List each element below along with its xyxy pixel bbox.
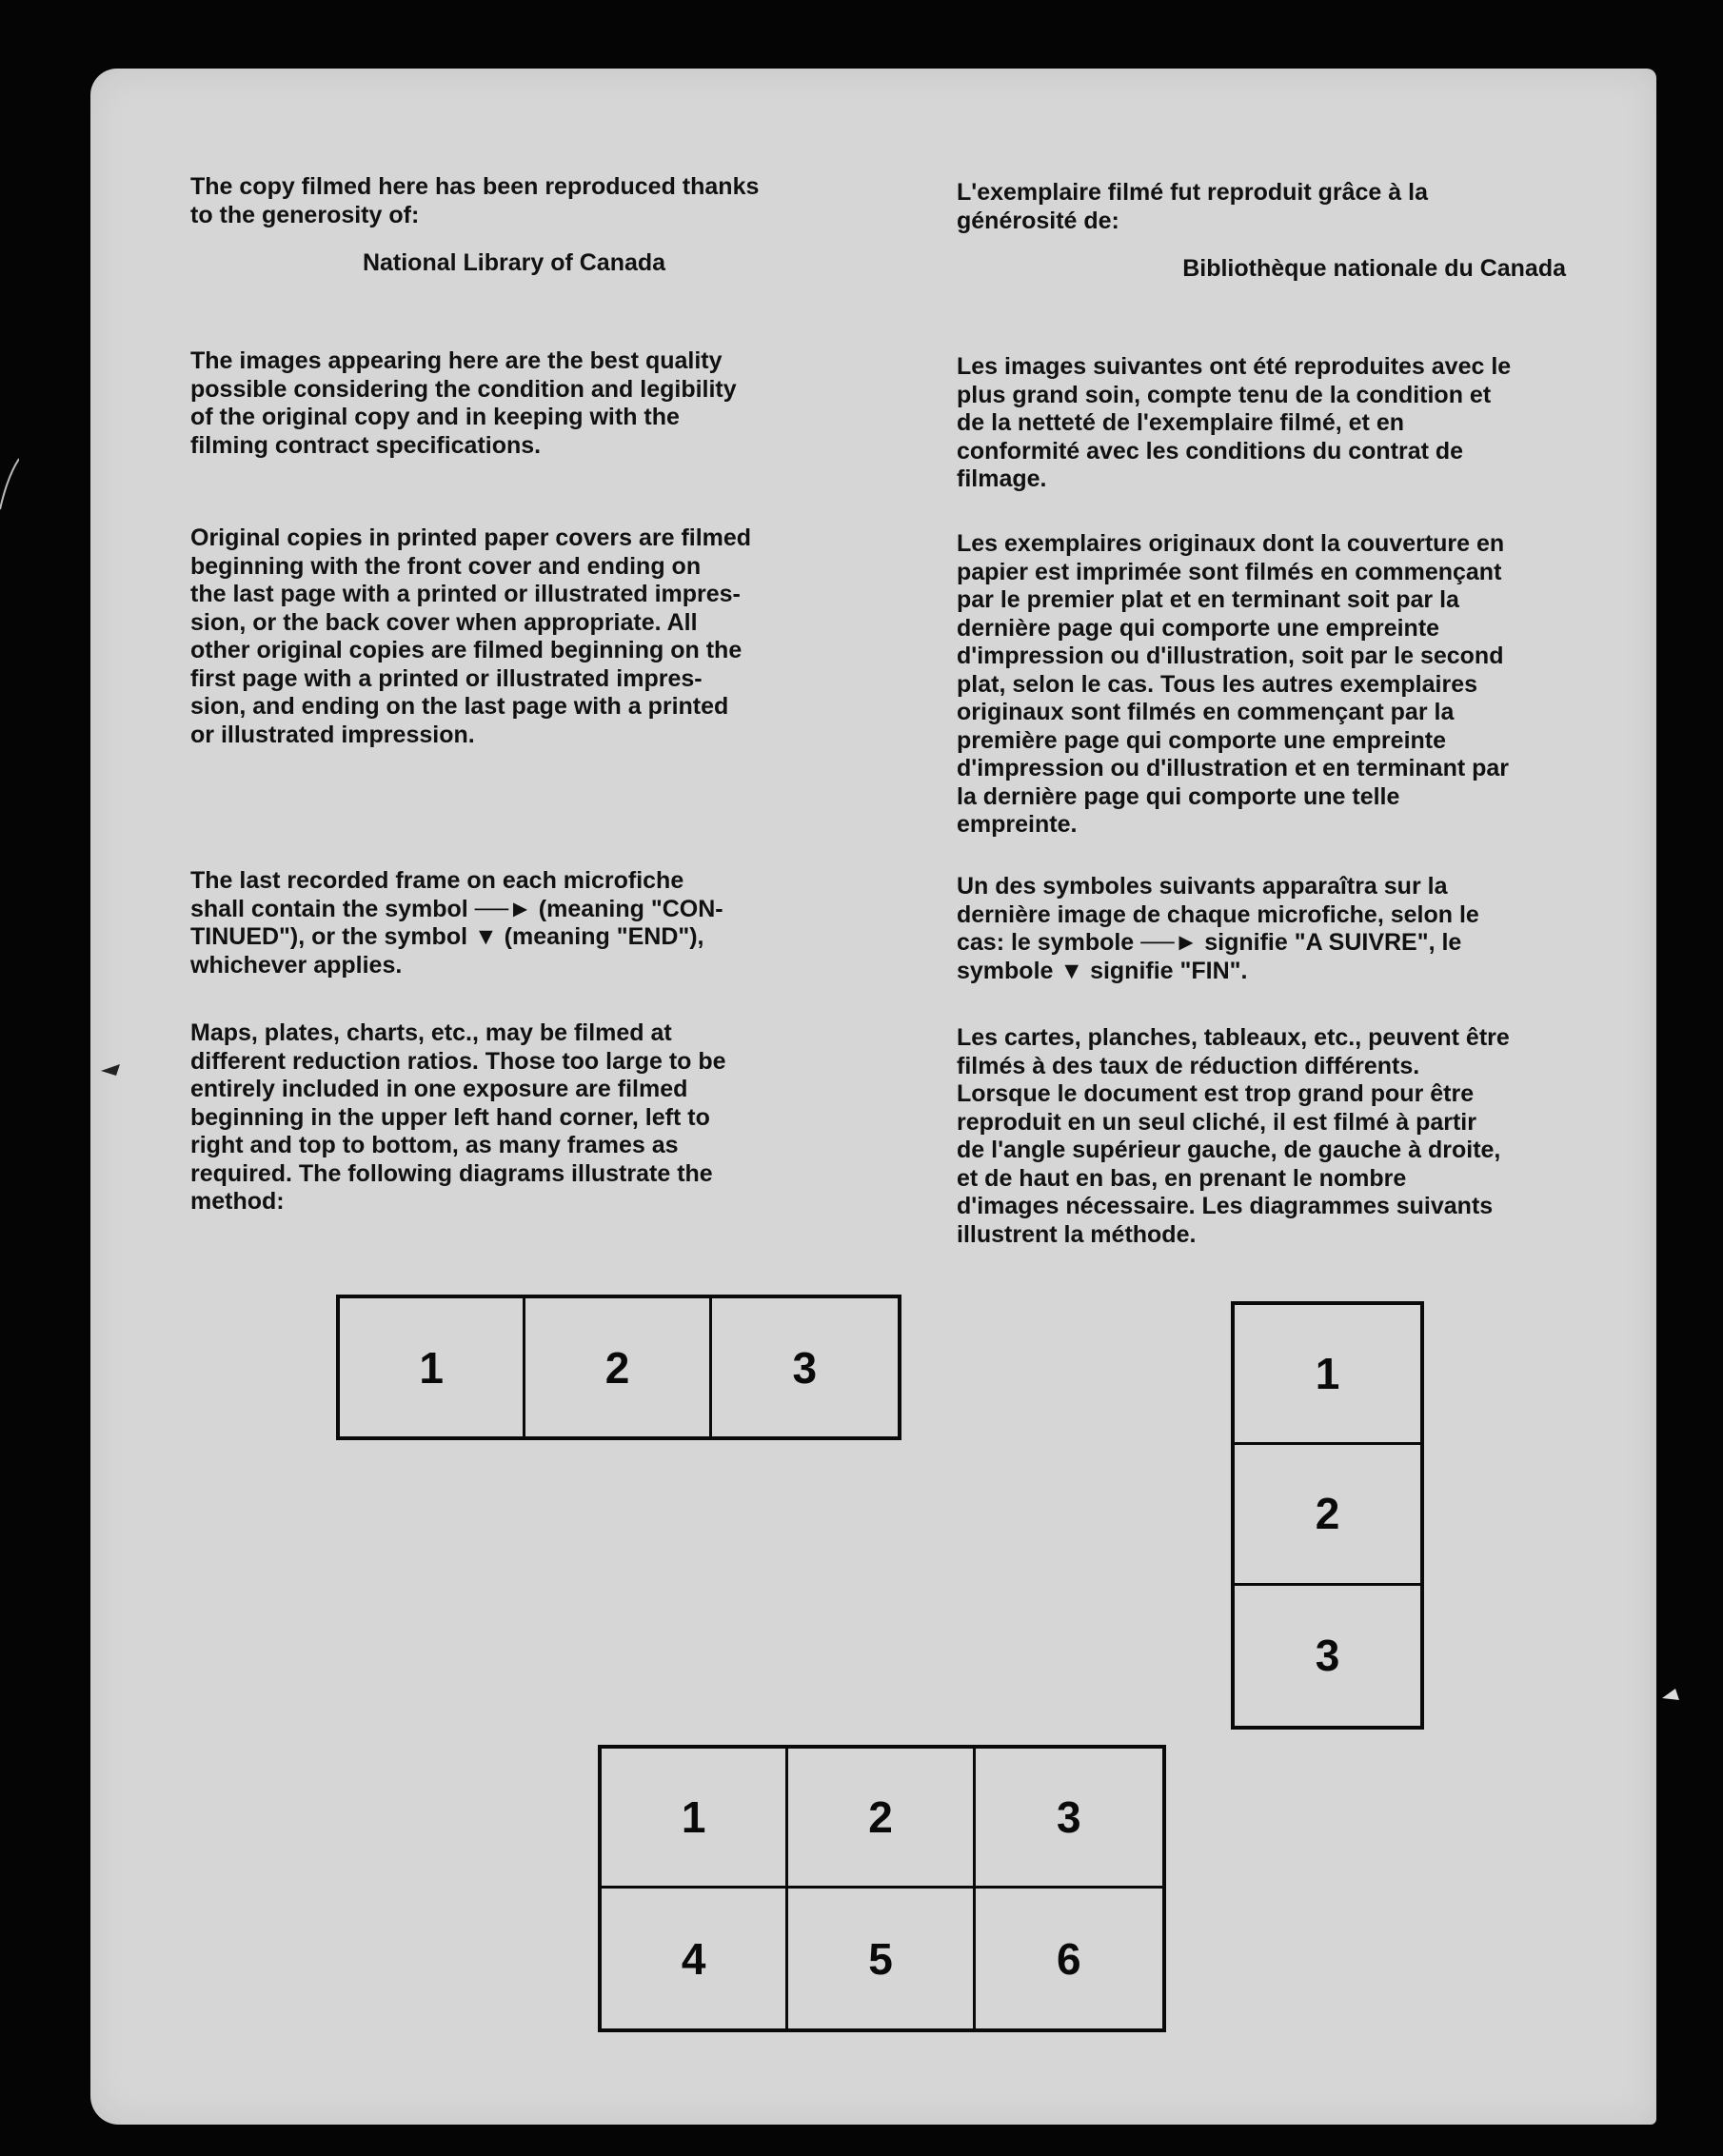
en-covers-text: Original copies in printed paper covers are filmed beginning with the front cover and ending on the last page with a printed or illustrated impres- sion, or the back cover when appropriate. All other original copies are filmed beginning on the first page with a printed or illustrated impres- sion, and ending on the last page with a printed or illustrated impression. bbox=[190, 524, 752, 748]
diagram-vertical-frames bbox=[1231, 1301, 1424, 1730]
frame-cell: 3 bbox=[792, 1342, 818, 1393]
en-symbols-text: The last recorded frame on each microfiche shall contain the symbol ──► (meaning "CON- TINUED"), or the symbol ▼ (meaning "END"), whichever applies. bbox=[190, 867, 723, 979]
scan-edge-mark bbox=[0, 457, 19, 514]
fr-generosity-text: L'exemplaire filmé fut reproduit grâce à la générosité de: bbox=[957, 179, 1428, 234]
scan-speck-mark bbox=[101, 1064, 122, 1078]
frame-cell: 2 bbox=[1235, 1445, 1420, 1585]
en-quality-text: The images appearing here are the best quality possible considering the condition and legibility of the original copy and in keeping with the filming contract specifications. bbox=[190, 347, 737, 459]
en-maps-text: Maps, plates, charts, etc., may be filmed at different reduction ratios. Those too large to be entirely included in one exposure are filmed beginning in the upper left hand corner, left to right and top to bottom, as many frames as required. The following diagrams illustrate the method: bbox=[190, 1019, 726, 1215]
fr-quality-text: Les images suivantes ont été reproduites avec le plus grand soin, compte tenu de la condition et de la netteté de l'exemplaire filmé, et en conformité avec les conditions du contrat de filmage. bbox=[957, 353, 1512, 492]
frame-cell: 5 bbox=[788, 1889, 975, 2028]
fr-covers-text: Les exemplaires originaux dont la couverture en papier est imprimée sont filmés en commençant par le premier plat et en terminant soit par la dernière page qui comporte une empreinte d'impression ou d'illustration, soit par le second plat, selon le cas. Tous les autres exemplaires originaux sont filmés en commençant par la première page qui comporte une empreinte d'impression ou d'illustration et en terminant par la dernière page qui comporte une telle empreinte. bbox=[957, 530, 1510, 838]
frame-cell: 2 bbox=[788, 1749, 975, 1889]
fr-symbols-text: Un des symboles suivants apparaîtra sur la dernière image de chaque microfiche, selon le cas: le symbole ──► signifie "A SUIVRE", le symbole ▼ signifie "FIN". bbox=[957, 873, 1479, 984]
en-generosity-text: The copy filmed here has been reproduced thanks to the generosity of: bbox=[190, 173, 760, 228]
en-library-name: National Library of Canada bbox=[362, 249, 666, 276]
frame-cell: 3 bbox=[1315, 1631, 1340, 1681]
diagram-grid-frames bbox=[598, 1745, 1166, 2032]
frame-cell: 1 bbox=[602, 1749, 788, 1889]
fr-maps-text: Les cartes, planches, tableaux, etc., peuvent être filmés à des taux de réduction différents. Lorsque le document est trop grand pour être reproduit en un seul cliché, il est filmé à partir de l'angle supérieur gauche, de gauche à droite, et de haut en bas, en prenant le nombre d'images nécessaire. Les diagrammes suivants illustrent la méthode. bbox=[957, 1024, 1510, 1248]
frame-cell: 2 bbox=[525, 1298, 711, 1436]
fr-library-name: Bibliothèque nationale du Canada bbox=[1182, 255, 1566, 282]
frame-cell: 6 bbox=[1057, 1933, 1081, 1984]
frame-cell: 1 bbox=[1235, 1305, 1420, 1445]
scan-speck-mark bbox=[1662, 1689, 1681, 1702]
frame-cell: 4 bbox=[602, 1889, 788, 2028]
diagram-horizontal-frames bbox=[336, 1295, 901, 1440]
frame-cell: 3 bbox=[976, 1749, 1162, 1889]
frame-cell: 1 bbox=[340, 1298, 525, 1436]
